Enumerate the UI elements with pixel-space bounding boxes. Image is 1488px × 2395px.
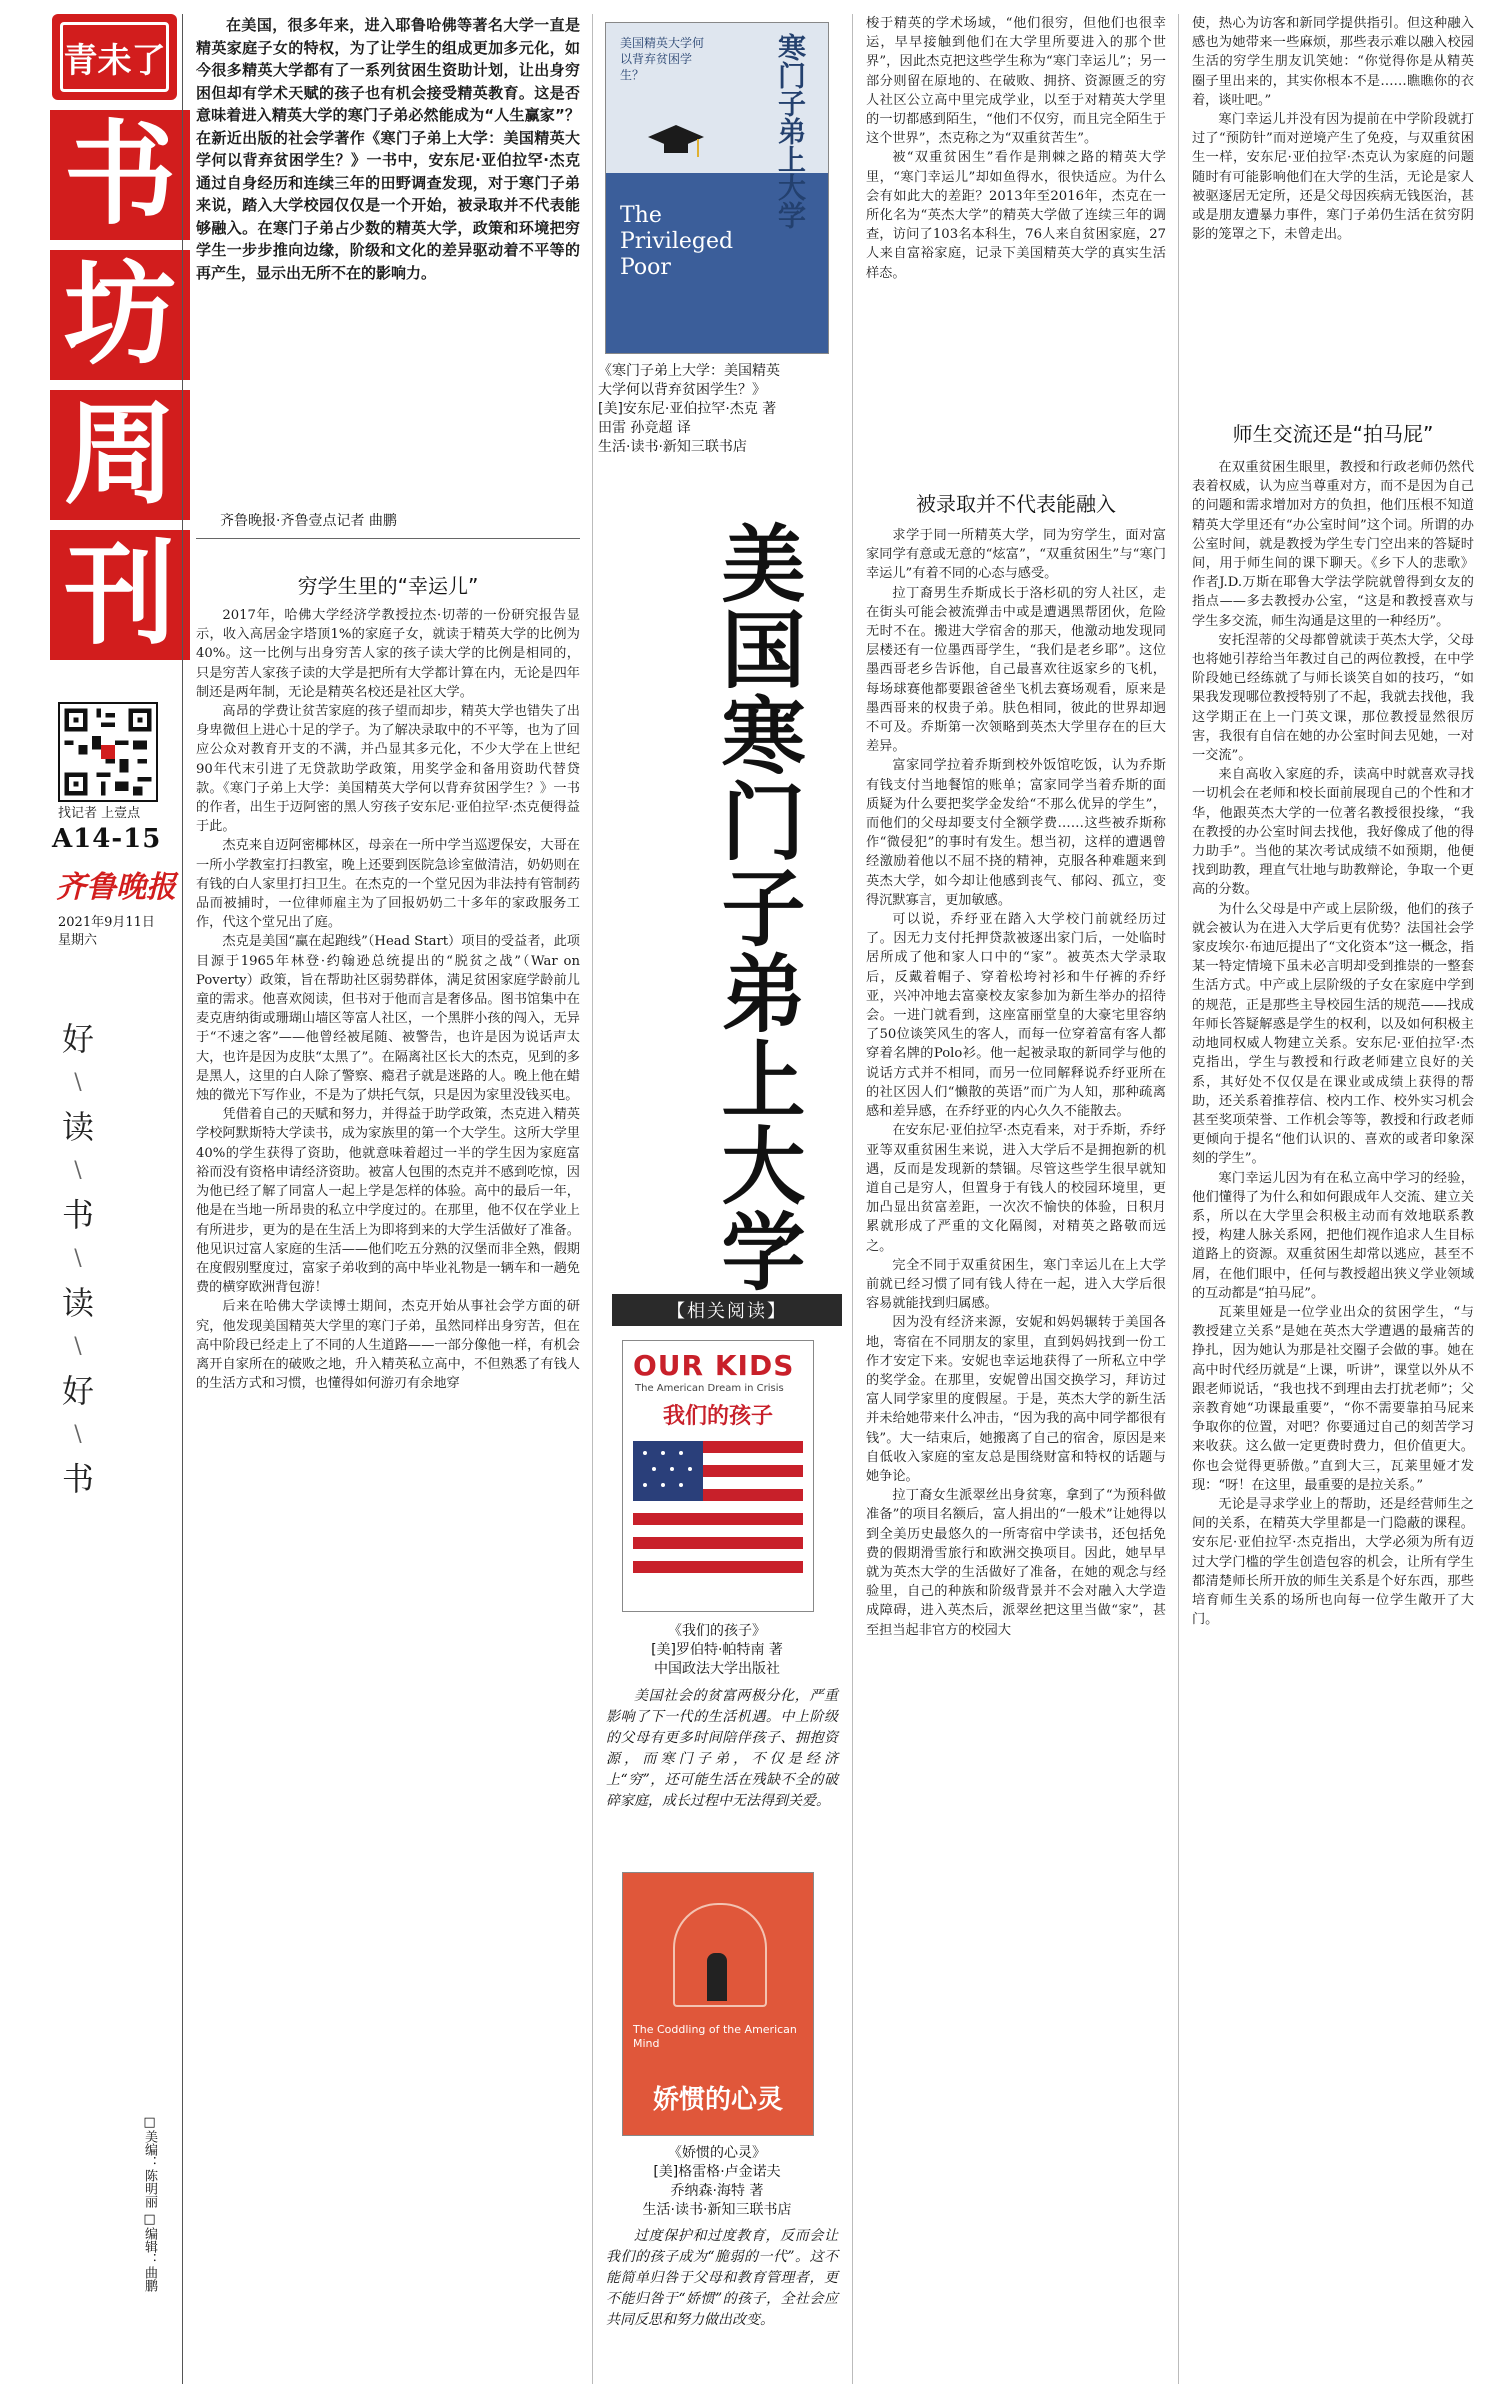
brand-logo-text: 青未了 (60, 22, 169, 92)
cover-subtitle: 美国精英大学何以背弃贫困学生？ (620, 36, 705, 82)
qr-code-icon[interactable] (58, 702, 158, 802)
caption-line: 生活·读书·新知三联书店 (598, 439, 747, 455)
issue-date (58, 914, 155, 950)
cover-english-title: OUR KIDS (633, 1349, 795, 1382)
paragraph: 杰克是美国“赢在起跑线”（Head Start）项目的受益者，此项目源于1965年林登·约翰逊总统提出的“脱贫之战”（War on Poverty）政策，旨在帮助社区弱势群体，满足贫困家庭学龄前儿童的需求。他喜欢阅读，但书对于他而言是奢侈品。图书馆集中在麦克唐纳街或珊瑚山墙区等富人社区，一个黑胖小孩的闯入，无异于“不速之客”——他曾经被尾随、被警告，也许是因为说话声太大，也许是因为皮肤“太黑了”。在隔离社区长大的杰克，见到的多是黑人，这里的白人除了警察、瘾君子就是迷路的人。晚上他在蜡烛的微光下写作业，不是为了烘托气氛，只是因为家里没钱买电。 (196, 934, 580, 1104)
paper-name: 齐鲁晚报 (56, 870, 176, 905)
cover-title: 寒门子弟上大学 (774, 33, 807, 229)
paragraph: 安托涅蒂的父母都曾就读于英杰大学，父母也将她引荐给当年教过自己的两位教授，在中学阶段她已经练就了与师长谈笑自如的技巧，“如果我发现哪位教授特别了不起，我就去找他，我这学期正在上一门英文课，那位教授显然很厉害，我很有自信在她的办公室时间去见她，一对一交流”。 (1192, 632, 1474, 764)
paragraph: 为什么父母是中产或上层阶级，他们的孩子就会被认为在进入大学后更有优势？法国社会学家皮埃尔·布迪厄提出了“文化资本”这一概念，指某一特定情境下虽未必言明却受到推崇的一整套生活方式。中产或上层阶级的子女在家庭中学到的规范，正是那些主导校园生活的规范——找成年师长答疑解惑是学生的权利，以及如何积极主动地同权威人物建立关系。安东尼·亚伯拉罕·杰克指出，学生与教授和行政老师建立良好的关系，其好处不仅仅是在课业或成绩上获得的帮助，还关系着推荐信、校内工作、校外实习机会甚至奖项荣誉、工作机会等等，教授和行政老师更倾向于提名“他们认识的、喜欢的或者印象深刻的学生”。 (1192, 901, 1474, 1167)
paragraph: 寒门幸运儿并没有因为提前在中学阶段就打过了“预防针”而对逆境产生了免疫，与双重贫困生一样，安东尼·亚伯拉罕·杰克认为家庭的问题随时有可能影响他们在大学的生活，无论是家人被驱逐居无定所，还是父母因疾病无钱医治，甚或是朋友遭暴力事件，寒门子弟仍生活在贫穷阴影的笼罩之下，未曾走出。 (1192, 112, 1474, 243)
weekday-text: 星期六 (58, 933, 98, 948)
book-cover-coddling (622, 1872, 814, 2136)
article-intro (196, 14, 580, 284)
paragraph: 瓦莱里娅是一位学业出众的贫困学生，“与教授建立关系”是她在英杰大学遭遇的最痛苦的挣扎，因为她认为那是社交圈子会做的事。她在高中时代经历就是“上课，听讲”，课堂以外从不跟老师说话，“我也找不到理由去打扰老师”；父亲教育她“功课最重要”，“你不需要靠拍马屁来争取你的位置，对吧？你要通过自己的刻苦学习来收获。这么做一定更费时费力，但价值更大。你也会觉得更骄傲。”直到大三，瓦莱里娅才发现：“呀！在这里，最重要的是拉关系。” (1192, 1304, 1474, 1493)
paragraph: 被“双重贫困生”看作是荆棘之路的精英大学里，“寒门幸运儿”却如鱼得水，很快适应。为什么会有如此大的差距？2013年至2016年，杰克在一所化名为“英杰大学”的精英大学做了连续三年的调查，访问了103名本科生，76人来自贫困家庭，27人来自富裕家庭，记录下美国精英大学的真实生活样态。 (866, 150, 1166, 281)
slogan-char: 好 (61, 1372, 94, 1410)
editor-credit: □美编：陈明丽 □编辑：曲鹏 (142, 2115, 157, 2293)
section3-body (1192, 458, 1474, 2388)
slogan-char: 好 (61, 1020, 94, 1058)
flag-illustration-icon (633, 1441, 803, 1591)
graduation-cap-icon (646, 123, 706, 163)
slogan-separator: \ (74, 1246, 82, 1271)
paragraph: 无论是寻求学业上的帮助，还是经营师生之间的关系，在精英大学里都是一门隐蔽的课程。安东尼·亚伯拉罕·杰克指出，大学必须为所有迈过大学门槛的学生创造包容的机会，让所有学生都清楚师长所开放的师生关系是个好东西，那些培育师生关系的场所也向每一位学生敞开了大门。 (1192, 1496, 1474, 1628)
rail-divider (182, 14, 183, 2384)
paragraph: 后来在哈佛大学读博士期间，杰克开始从事社会学方面的研究，他发现美国精英大学里的寒门子弟，虽然同样出身穷苦，但在高中阶段已经走上了不同的人生道路——一部分像他一样，有机会离开自家所在的破败之地，升入精英私立高中，不但熟悉了有钱人的生活方式和习惯，也懂得如何游刃有余地穿 (196, 1299, 580, 1392)
paragraph: 可以说，乔纾亚在踏入大学校门前就经历过了。因无力支付托押贷款被逐出家门后，一处临时居所成了他和家人口中的“家”。被英杰大学录取后，反戴着帽子、穿着松垮衬衫和牛仔裤的乔纾亚，兴冲冲地去富豪校友家参加为新生举办的招待会。一进门就看到，这座富丽堂皇的大豪宅里容纳了50位谈笑风生的客人，而每一位穿着富有客人都穿着名牌的Polo衫。他一起被录取的新同学与他的说话方式并不相同，而另一位同解释说乔纾亚所在的社区因人们“懒散的英语”而广为人知，那种疏离感和差异感，在乔纾亚的内心久久不能散去。 (866, 912, 1166, 1120)
masthead-char-4: 刊 (50, 530, 190, 660)
paragraph: 梭于精英的学术场域，“他们很穷，但他们也很幸运，早早接触到他们在大学里所要进入的那个世界”，因此杰克把这些学生称为“寒门幸运儿”；另一部分则留在原地的、在破败、拥挤、资源匮乏的穷人社区公立高中里完成学业，以至于对精英大学里的一切都感到陌生，“他们不仅穷，而且完全陌生于这个世界”，杰克称之为“双重贫苦生”。 (866, 16, 1166, 147)
book-caption (598, 362, 834, 457)
masthead-char-2: 坊 (50, 250, 190, 380)
book-caption (612, 1622, 822, 1679)
masthead-char-3: 周 (50, 390, 190, 520)
section2-body (866, 526, 1166, 2388)
section2-title: 被录取并不代表能融入 (916, 492, 1116, 516)
article-byline: 齐鲁晚报·齐鲁壹点记者 曲鹏 (220, 513, 397, 529)
caption-line: [美]格雷格·卢金诺夫 (653, 2164, 781, 2180)
caption-line: 大学何以背弃贫困学生？》 (598, 382, 766, 398)
paragraph: 完全不同于双重贫困生，寒门幸运儿在上大学前就已经习惯了同有钱人待在一起，进入大学后很容易就能找到归属感。 (866, 1257, 1166, 1312)
slogan (58, 1010, 98, 1508)
caption-line: [美]罗伯特·帕特南 著 (651, 1642, 783, 1658)
slogan-separator: \ (74, 1070, 82, 1095)
caption-line: 中国政法大学出版社 (654, 1661, 780, 1677)
article-title: 美国寒门子弟上大学 (708, 520, 806, 1294)
paragraph: 寒门幸运儿因为有在私立高中学习的经验，他们懂得了为什么和如何跟成年人交流、建立关系，所以在大学里会积极主动而有效地联系教授，构建人脉关系网，把他们视作追求人生目标道路上的资源。双重贫困生却常以逃应，甚至不屑，在他们眼中，任何与教授超出狭义学业领域的互动都是“拍马屁”。 (1192, 1170, 1474, 1301)
cover-english-title: The Privileged Poor (620, 203, 734, 280)
cover-title: 我们的孩子 (663, 1404, 774, 1429)
book-cover-our-kids (622, 1340, 814, 1612)
paragraph: 高昂的学费让贫苦家庭的孩子望而却步，精英大学也错失了出身卑微但上进心十足的学子。为了解决录取中的不平等，也为了回应公众对教育开支的不满，并凸显其多元化，不少大学在上世纪90年代末引进了无贷款助学政策，用奖学金和备用资助代替贷款。《寒门子弟上大学：美国精英大学何以背弃贫困学生？》一书的作者，出生于迈阿密的黑人穷孩子安东尼·亚伯拉罕·杰克便得益于此。 (196, 704, 580, 835)
paragraph: 2017年，哈佛大学经济学教授拉杰·切蒂的一份研究报告显示，收入高居金字塔顶1%的家庭子女，就读于精英大学的比例为40%。这一比例与出身穷苦人家的孩子读大学的比例是相同的，只是穷苦人家孩子读的大学是把所有大学都计算在内，无论是四年制还是两年制，无论是精英名校还是社区大学。 (196, 608, 580, 700)
note-text: 美国社会的贫富两极分化，严重影响了下一代的生活机遇。中上阶级的父母有更多时间陪伴孩子、拥抱资源，而寒门子弟，不仅是经济上“穷”，还可能生活在残缺不全的破碎家庭，成长过程中无法得到关爱。 (606, 1688, 838, 1809)
paragraph: 富家同学拉着乔斯到校外饭馆吃饭，认为乔斯有钱支付当地餐馆的账单；富家同学当着乔斯的面质疑为什么要把奖学金发给“不那么优异的学生”，而他们的父母却要支付全额学费……这些被乔斯称作“微侵犯”的事时有发生。想当初，这样的遭遇曾经激励着他以不屈不挠的精神，克服各种难题来到英杰大学，如今却让他感到丧气、郁闷、孤立，变得沉默寡言，更加敏感。 (866, 758, 1166, 908)
section1-body (196, 606, 580, 2388)
paragraph: 凭借着自己的天赋和努力，并得益于助学政策，杰克进入精英学校阿默斯特大学读书，成为家族里的第一个大学生。这所大学里40%的学生获得了资助，他就意味着超过一半的学生因为家庭富裕而没有资格申请经济资助。被富人包围的杰克并不感到吃惊，因为他已经了解了同富人一起上学是怎样的体验。高中的最后一年，他是在当地一所昂贵的私立中学度过的。在那里，他不仅在学业上有所进步，更为的是在生活上为即将到来的大学生活做好了准备。他见识过富人家庭的生活——他们吃五分熟的汉堡而非全熟，假期在度假别墅度过，富家子弟收到的高中毕业礼物是一辆车和一趟免费的横穿欧洲背包游！ (196, 1107, 580, 1296)
paragraph: 求学于同一所精英大学，同为穷学生，面对富家同学有意或无意的“炫富”，“双重贫困生”与“寒门幸运儿”有着不同的心态与感受。 (866, 528, 1166, 582)
paragraph: 使，热心为访客和新同学提供指引。但这种融入感也为她带来一些麻烦，那些表示难以融入校园生活的穷学生朋友讥笑她：“你觉得你是从精英圈子里出来的，其实你根本不是……瞧瞧你的衣着，谈吐吧。” (1192, 16, 1474, 108)
caption-line: 生活·读书·新知三联书店 (642, 2202, 792, 2218)
slogan-char: 读 (61, 1108, 94, 1146)
page-code: A14-15 (52, 824, 162, 854)
caption-line: 乔纳森·海特 著 (670, 2183, 764, 2199)
qr-caption: 找记者 上壹点 (58, 806, 141, 821)
masthead-char-1: 书 (50, 110, 190, 240)
paragraph: 在双重贫困生眼里，教授和行政老师仍然代表着权威，认为应当尊重对方，而不是因为自己的问题和需求增加对方的负担，他们压根不知道精英大学里还有“办公室时间”这个词。所谓的办公室时间，就是教授为学生专门空出来的答疑时间，用于师生间的课下聊天。《乡下人的悲歌》作者J.D.万斯在耶鲁大学法学院就曾得到女友的指点——多去教授办公室，“这是和教授喜欢与学生多交流，师生沟通是这里的一种经历”。 (1192, 460, 1474, 629)
book-note (606, 2226, 838, 2331)
brand-logo (52, 14, 177, 100)
intro-paragraph: 在美国，很多年来，进入耶鲁哈佛等著名大学一直是精英家庭子女的特权，为了让学生的组成更加多元化，如今很多精英大学都有了一系列贫困生资助计划，让出身穷困但却有学术天赋的孩子也有机会接受精英教育。这是否意味着进入精英大学的寒门子弟必然能成为“人生赢家”？在新近出版的社会学著作《寒门子弟上大学：美国精英大学何以背弃贫困学生？》一书中，安东尼·亚伯拉罕·杰克通过自身经历和连续三年的田野调查发现，对于寒门子弟来说，踏入大学校园仅仅是一个开始，被录取并不代表能够融入。在寒门子弟占少数的精英大学，政策和环境把穷学生一步步推向边缘，阶级和文化的差异驱动着不平等的再产生，显示出无所不在的影响力。 (196, 16, 580, 282)
book-note (606, 1686, 838, 1812)
paragraph: 杰克来自迈阿密椰林区，母亲在一所中学当巡逻保安，大哥在一所小学教室打扫教室，晚上还要到医院急诊室做清洁，奶奶则在有钱的白人家里打扫卫生。在杰克的一个堂兄因为非法持有管制药品而被捕时，一位律师雇主为了回报奶奶二十多年的家政服务工作，代这个堂兄出了庭。 (196, 838, 580, 931)
column3-top (866, 14, 1166, 462)
note-text: 过度保护和过度教育，反而会让我们的孩子成为“脆弱的一代”。这不能简单归咎于父母和教育管理者，更不能归咎于“娇惯”的孩子，全社会应共同反思和努力做出改变。 (606, 2228, 838, 2328)
caption-line: 《寒门子弟上大学：美国精英 (598, 363, 780, 379)
section3-title: 师生交流还是“拍马屁” (1232, 422, 1434, 446)
paragraph: 因为没有经济来源，安妮和妈妈辗转于美国各地，寄宿在不同朋友的家里，直到妈妈找到一份工作才安定下来。安妮也幸运地获得了一所私立中学的奖学金。在那里，安妮曾出国交换学习，拜访过富人同学家里的度假屋。于是，英杰大学的新生活并未给她带来什么冲击，“因为我的高中同学都很有钱”。大一结束后，她搬离了自己的宿舍，原因是来自低收入家庭的室友总是围绕财富和特权的话题与她争论。 (866, 1315, 1166, 1484)
related-reading-label: 【相关阅读】 (612, 1294, 842, 1326)
paragraph: 在安东尼·亚伯拉罕·杰克看来，对于乔斯，乔纾亚等双重贫困生来说，进入大学后不是拥抱新的机遇，反而是发现新的禁锢。尽管这些学生很早就知道自己是穷人，但置身于有钱人的校园环境里，更加凸显出贫富差距，一次次不愉快的体验，日积月累就形成了严重的文化隔阂，对精英之路敬而远之。 (866, 1123, 1166, 1254)
column4-top (1192, 14, 1474, 410)
caption-line: 《我们的孩子》 (668, 1623, 766, 1639)
cover-english-title: The Coddling of the American Mind (633, 2023, 797, 2050)
slogan-separator: \ (74, 1158, 82, 1183)
caption-line: 《娇惯的心灵》 (668, 2145, 766, 2161)
cover-english-subtitle: The American Dream in Crisis (635, 1383, 784, 1394)
paragraph: 来自高收入家庭的乔，读高中时就喜欢寻找一切机会在老师和校长面前展现自己的个性和才华，他跟英杰大学的一位著名教授很投缘，“我在教授的办公室时间去找他，我好像成了他的得力助手”。当他的某次考试成绩不如预期，他便找到助教，理直气壮地与助教辩论，争取一个更高的分数。 (1192, 767, 1474, 898)
slogan-char: 书 (61, 1196, 94, 1234)
book-cover-privileged-poor (605, 22, 829, 354)
column-divider (852, 14, 853, 2384)
slogan-char: 书 (61, 1460, 94, 1498)
column-divider (1178, 14, 1179, 2384)
date-text: 2021年9月11日 (58, 915, 155, 930)
divider (196, 538, 580, 539)
section1-title: 穷学生里的“幸运儿” (297, 574, 479, 598)
cover-title: 娇惯的心灵 (652, 2085, 783, 2115)
slogan-separator: \ (74, 1334, 82, 1359)
book-caption (612, 2144, 822, 2220)
figure-icon (707, 1953, 727, 2001)
caption-line: [美]安东尼·亚伯拉罕·杰克 著 (598, 401, 777, 417)
caption-line: 田雷 孙竞超 译 (598, 420, 691, 436)
slogan-separator: \ (74, 1422, 82, 1447)
paragraph: 拉丁裔男生乔斯成长于洛杉矶的穷人社区，走在街头可能会被流弹击中或是遭遇黑帮团伙，危险无时不在。搬进大学宿舍的那天，他激动地发现同层楼还有一位墨西哥学生，“我们是老乡耶”。这位墨西哥老乡告诉他，自己最喜欢往返家乡的飞机，每场球赛他都要跟爸爸坐飞机去赛场观看，原来是墨西哥来的权贵子弟。肤色相同，彼此的世界却迥不可及。乔斯第一次领略到英杰大学里存在的巨大差异。 (866, 585, 1166, 755)
column-divider (592, 14, 593, 2384)
paragraph: 拉丁裔女生派翠丝出身贫寒，拿到了“为预科做准备”的项目名额后，富人捐出的“一般术”让她得以到全美历史最悠久的一所寄宿中学读书，还包括免费的假期滑雪旅行和欧洲交换项目。因此，她早早就为英杰大学的生活做好了准备，在她的观念与经验里，自己的种族和阶级背景并不会对融入大学造成障碍，进入英杰后，派翠丝把这里当做“家”，甚至担当起非官方的校园大 (866, 1488, 1166, 1638)
slogan-char: 读 (61, 1284, 94, 1322)
